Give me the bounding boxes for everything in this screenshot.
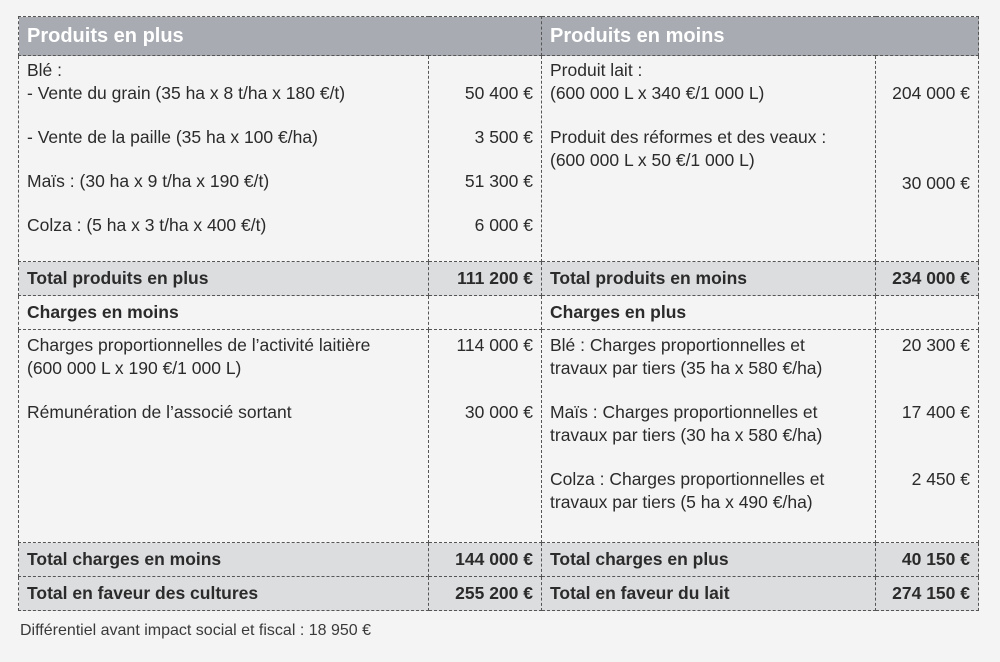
amount-vente-grain: 50 400 €: [464, 83, 533, 103]
produits-plus-amounts: [429, 56, 542, 262]
label-charges-mais-calc: travaux par tiers (30 ha x 580 €/ha): [550, 425, 823, 445]
header-produits-en-plus: Produits en plus: [19, 17, 542, 56]
total-charges-moins-amount: 144 000 €: [429, 543, 542, 577]
amount-charges-colza: 2 450 €: [911, 469, 970, 489]
label-mais: Maïs : (30 ha x 9 t/ha x 190 €/t): [27, 171, 270, 191]
produits-moins-amounts: [876, 56, 979, 262]
total-produits-moins-amount: 234 000 €: [876, 262, 979, 296]
section-empty-cell: [429, 296, 542, 330]
amount-remuneration-associe: 30 000 €: [464, 402, 533, 422]
label-vente-paille: - Vente de la paille (35 ha x 100 €/ha): [27, 127, 318, 147]
total-produits-plus-amount: 111 200 €: [429, 262, 542, 296]
total-produits-row: [19, 262, 979, 296]
charges-plus-amounts: [876, 330, 979, 543]
total-cultures-amount: 255 200 €: [429, 577, 542, 611]
amount-reformes: 30 000 €: [901, 173, 970, 193]
section-charges-en-moins: Charges en moins: [19, 296, 429, 330]
differential-footnote: Différentiel avant impact social et fiscal : 18 950 €: [20, 622, 371, 639]
charges-moins-labels: [19, 330, 429, 543]
label-vente-grain: - Vente du grain (35 ha x 8 t/ha x 180 €/t): [27, 83, 346, 103]
label-charges-ble: Blé : Charges proportionnelles et: [550, 335, 805, 355]
label-charges-colza: Colza : Charges proportionnelles et: [550, 469, 825, 489]
total-charges-plus-amount: 40 150 €: [876, 543, 979, 577]
budget-comparison-table: [18, 16, 979, 611]
amount-charges-ble: 20 300 €: [901, 335, 970, 355]
total-produits-moins-label: Total produits en moins: [542, 262, 876, 296]
label-ble: Blé :: [27, 60, 63, 80]
total-cultures-label: Total en faveur des cultures: [19, 577, 429, 611]
table-header-row: [19, 17, 979, 56]
charges-plus-labels: [542, 330, 876, 543]
total-produits-plus-label: Total produits en plus: [19, 262, 429, 296]
label-charges-laitiere: Charges proportionnelles de l’activité laitière: [27, 335, 371, 355]
amount-charges-mais: 17 400 €: [901, 402, 970, 422]
section-charges-en-plus: Charges en plus: [542, 296, 876, 330]
total-lait-amount: 274 150 €: [876, 577, 979, 611]
header-produits-en-moins: Produits en moins: [542, 17, 979, 56]
label-charges-laitiere-calc: (600 000 L x 190 €/1 000 L): [27, 358, 242, 378]
amount-charges-laitiere: 114 000 €: [456, 335, 533, 355]
label-colza: Colza : (5 ha x 3 t/ha x 400 €/t): [27, 215, 267, 235]
charges-moins-amounts: [429, 330, 542, 543]
label-charges-mais: Maïs : Charges proportionnelles et: [550, 402, 818, 422]
amount-mais: 51 300 €: [464, 171, 533, 191]
label-charges-colza-calc: travaux par tiers (5 ha x 490 €/ha): [550, 492, 813, 512]
label-reformes-calc: (600 000 L x 50 €/1 000 L): [550, 150, 755, 170]
label-produit-lait-calc: (600 000 L x 340 €/1 000 L): [550, 83, 765, 103]
produits-moins-labels: [542, 56, 876, 262]
total-final-row: [19, 577, 979, 611]
produits-plus-labels: [19, 56, 429, 262]
total-charges-row: [19, 543, 979, 577]
label-remuneration-associe: Rémunération de l’associé sortant: [27, 402, 292, 422]
produits-detail-row: [19, 56, 979, 262]
amount-colza: 6 000 €: [474, 215, 533, 235]
label-charges-ble-calc: travaux par tiers (35 ha x 580 €/ha): [550, 358, 823, 378]
amount-produit-lait: 204 000 €: [892, 83, 970, 103]
section-empty-cell: [876, 296, 979, 330]
total-charges-plus-label: Total charges en plus: [542, 543, 876, 577]
amount-vente-paille: 3 500 €: [474, 127, 533, 147]
comparison-table-wrapper: [18, 16, 978, 611]
label-reformes: Produit des réformes et des veaux :: [550, 127, 827, 147]
label-produit-lait: Produit lait :: [550, 60, 643, 80]
total-charges-moins-label: Total charges en moins: [19, 543, 429, 577]
charges-detail-row: [19, 330, 979, 543]
charges-section-row: [19, 296, 979, 330]
total-lait-label: Total en faveur du lait: [542, 577, 876, 611]
